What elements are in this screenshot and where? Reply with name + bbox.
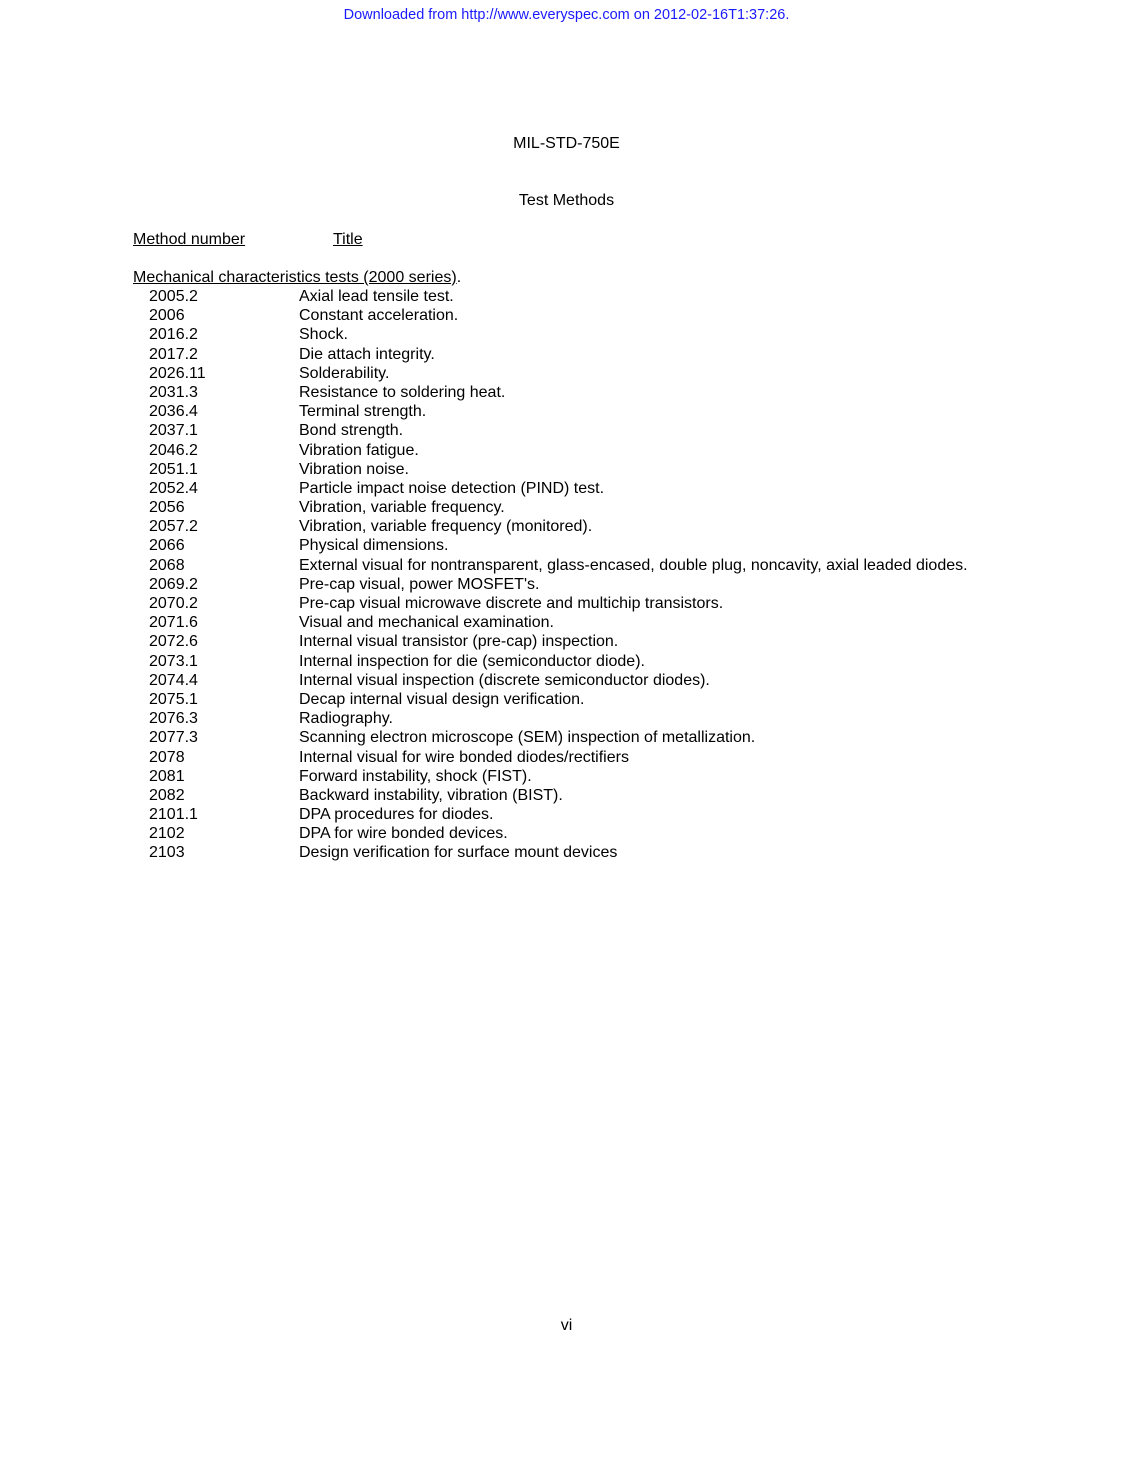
method-row xyxy=(149,325,1109,344)
method-number: 2066 xyxy=(149,537,185,555)
method-row xyxy=(149,786,1109,805)
method-number: 2078 xyxy=(149,748,185,766)
method-row xyxy=(149,767,1109,786)
method-title: Pre-cap visual microwave discrete and multichip transistors. xyxy=(299,595,724,612)
method-title: Internal visual transistor (pre-cap) inspection. xyxy=(299,633,619,651)
method-row xyxy=(149,421,1109,440)
page-number: vi xyxy=(560,1317,573,1334)
method-number: 2068 xyxy=(149,556,185,574)
method-title: Vibration fatigue. xyxy=(299,441,419,459)
method-row xyxy=(149,709,1109,728)
method-row xyxy=(149,824,1109,843)
method-title: Backward instability, vibration (BIST). xyxy=(299,786,563,804)
method-number: 2005.2 xyxy=(149,288,198,305)
method-title: DPA for wire bonded devices. xyxy=(299,825,508,843)
method-title: Constant acceleration. xyxy=(299,307,459,325)
method-title: Die attach integrity. xyxy=(299,345,435,363)
method-number: 2051.1 xyxy=(149,460,198,478)
method-title: Vibration, variable frequency (monitored). xyxy=(299,518,593,536)
method-number: 2026.11 xyxy=(149,364,206,382)
column-header-method-number: Method number xyxy=(133,231,246,248)
series-heading xyxy=(133,268,461,287)
document-id: MIL-STD-750E xyxy=(513,135,620,152)
method-title: DPA procedures for diodes. xyxy=(299,806,494,824)
method-number: 2074.4 xyxy=(149,671,198,689)
method-number: 2036.4 xyxy=(149,403,198,421)
method-title: Internal visual inspection (discrete semiconductor diodes). xyxy=(299,671,710,689)
method-number: 2075.1 xyxy=(149,690,198,708)
method-title: Axial lead tensile test. xyxy=(299,288,454,305)
method-row xyxy=(149,536,1109,555)
method-number: 2081 xyxy=(149,767,185,785)
method-row xyxy=(149,460,1109,479)
method-number: 2076.3 xyxy=(149,710,198,728)
method-number: 2082 xyxy=(149,786,185,804)
section-title: Test Methods xyxy=(518,192,615,209)
method-row xyxy=(149,345,1109,364)
method-number: 2057.2 xyxy=(149,518,198,536)
method-number: 2071.6 xyxy=(149,614,198,632)
method-title: Decap internal visual design verification. xyxy=(299,690,585,708)
column-header-title: Title xyxy=(333,231,363,248)
method-row xyxy=(149,441,1109,460)
method-row xyxy=(149,728,1109,747)
method-title: Bond strength. xyxy=(299,422,404,440)
method-number: 2056 xyxy=(149,499,185,517)
method-row xyxy=(149,287,1109,306)
method-number: 2046.2 xyxy=(149,441,198,459)
method-row xyxy=(149,517,1109,536)
method-number: 2037.1 xyxy=(149,422,198,440)
method-title: Pre-cap visual, power MOSFET's. xyxy=(299,575,540,593)
method-row xyxy=(149,690,1109,709)
method-title: Particle impact noise detection (PIND) test. xyxy=(299,479,605,497)
method-number: 2006 xyxy=(149,307,185,325)
method-row xyxy=(149,556,1109,575)
method-row xyxy=(149,594,1109,613)
method-title: Internal inspection for die (semiconductor diode). xyxy=(299,652,645,670)
method-title: Scanning electron microscope (SEM) inspection of metallization. xyxy=(299,729,756,747)
method-row xyxy=(149,575,1109,594)
method-row xyxy=(149,306,1109,325)
method-title: Vibration, variable frequency. xyxy=(299,499,505,517)
method-number: 2103 xyxy=(149,844,185,862)
method-number: 2072.6 xyxy=(149,633,198,651)
methods-list xyxy=(149,287,1109,863)
method-row xyxy=(149,364,1109,383)
method-number: 2070.2 xyxy=(149,595,198,612)
method-title: Radiography. xyxy=(299,710,393,728)
method-row xyxy=(149,402,1109,421)
method-title: Resistance to soldering heat. xyxy=(299,383,506,401)
method-number: 2031.3 xyxy=(149,383,198,401)
method-title: Vibration noise. xyxy=(299,460,409,478)
method-number: 2077.3 xyxy=(149,729,198,747)
method-title: External visual for nontransparent, glass-encased, double plug, noncavity, axial leaded diodes. xyxy=(299,556,968,574)
method-number: 2052.4 xyxy=(149,479,198,497)
method-number: 2101.1 xyxy=(149,806,198,824)
series-heading-text: Mechanical characteristics tests (2000 series) xyxy=(133,269,457,286)
method-title: Internal visual for wire bonded diodes/rectifiers xyxy=(299,748,629,766)
method-row xyxy=(149,479,1109,498)
method-number: 2102 xyxy=(149,825,185,843)
method-title: Shock. xyxy=(299,326,348,344)
method-number: 2069.2 xyxy=(149,575,198,593)
method-number: 2073.1 xyxy=(149,652,198,670)
method-row xyxy=(149,671,1109,690)
method-title: Physical dimensions. xyxy=(299,537,449,555)
download-banner[interactable]: Downloaded from http://www.everyspec.com on 2012-02-16T1:37:26. xyxy=(343,7,790,23)
method-title: Design verification for surface mount devices xyxy=(299,844,618,862)
method-row xyxy=(149,805,1109,824)
method-row xyxy=(149,613,1109,632)
method-row xyxy=(149,748,1109,767)
method-title: Solderability. xyxy=(299,364,390,382)
method-row xyxy=(149,843,1109,862)
method-row xyxy=(149,632,1109,651)
method-number: 2017.2 xyxy=(149,345,198,363)
method-title: Forward instability, shock (FIST). xyxy=(299,767,532,785)
series-heading-punct: . xyxy=(456,269,462,286)
method-row xyxy=(149,652,1109,671)
method-row xyxy=(149,383,1109,402)
method-title: Terminal strength. xyxy=(299,403,427,421)
method-row xyxy=(149,498,1109,517)
method-title: Visual and mechanical examination. xyxy=(299,614,554,632)
method-number: 2016.2 xyxy=(149,326,198,344)
